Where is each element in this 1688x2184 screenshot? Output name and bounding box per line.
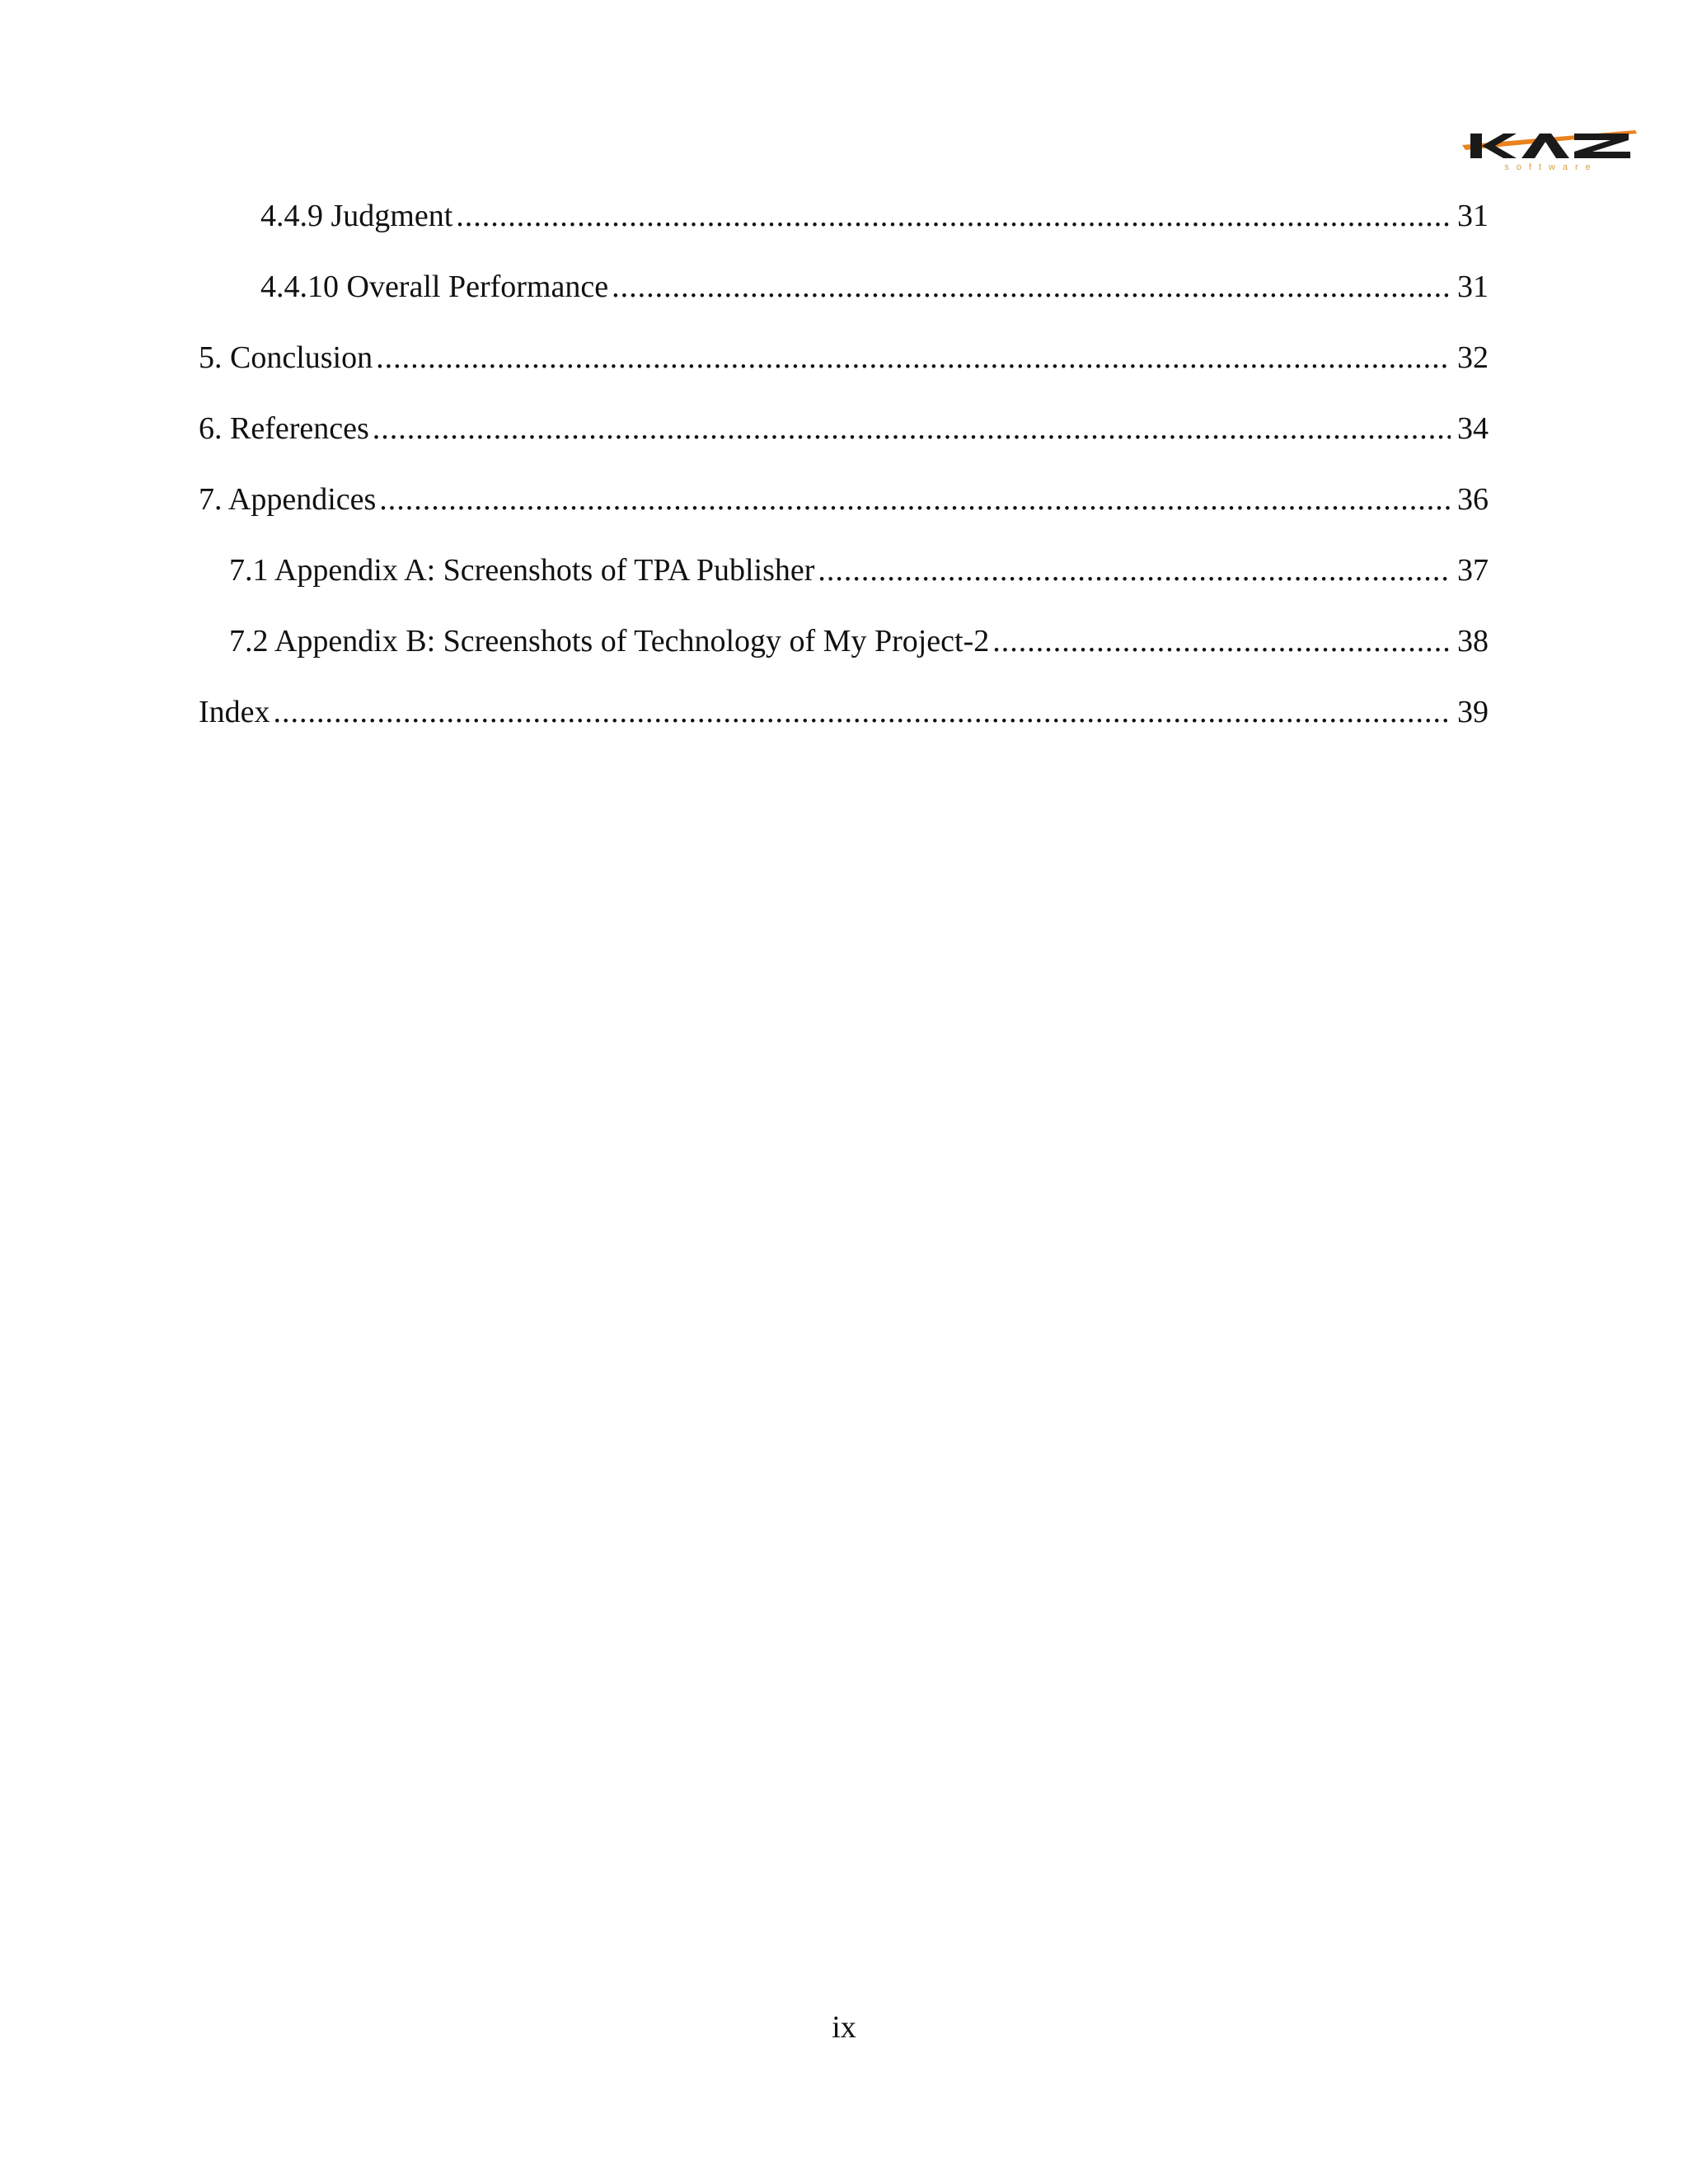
toc-entry-label: 4.4.9 Judgment (260, 199, 453, 233)
toc-dot-leader (373, 409, 1451, 448)
toc-entry-label: 7.1 Appendix A: Screenshots of TPA Publisher (229, 553, 815, 588)
toc-entry-page: 31 (1457, 199, 1489, 233)
toc-dot-leader (456, 196, 1451, 236)
toc-entry[interactable] (229, 621, 1489, 661)
toc-entry[interactable] (260, 196, 1489, 236)
toc-dot-leader (274, 692, 1451, 732)
toc-entry[interactable] (199, 692, 1489, 732)
toc-entry-page: 37 (1457, 553, 1489, 588)
toc-entry-page: 34 (1457, 411, 1489, 446)
toc-entry[interactable] (229, 551, 1489, 590)
toc-dot-leader (612, 267, 1451, 307)
toc-entry[interactable] (199, 480, 1489, 519)
page-number: ix (832, 2010, 856, 2045)
toc-entry-label: 6. References (199, 411, 369, 446)
toc-entry-page: 32 (1457, 340, 1489, 375)
toc-dot-leader (818, 551, 1451, 590)
toc-entry-label: 4.4.10 Overall Performance (260, 269, 609, 304)
toc-dot-leader (379, 480, 1451, 519)
toc-dot-leader (376, 338, 1451, 377)
toc-entry-label: 5. Conclusion (199, 340, 373, 375)
toc-entry-label: 7. Appendices (199, 482, 377, 517)
toc-entry-page: 39 (1457, 695, 1489, 729)
logo-subtext: software (1504, 162, 1598, 172)
toc-entry-label: 7.2 Appendix B: Screenshots of Technology of My Project-2 (229, 624, 990, 658)
toc-dot-leader (992, 621, 1451, 661)
toc-entry[interactable] (199, 338, 1489, 377)
toc-entry-page: 31 (1457, 269, 1489, 304)
toc-entry[interactable] (260, 267, 1489, 307)
toc-entry-page: 36 (1457, 482, 1489, 517)
toc-entry[interactable] (199, 409, 1489, 448)
toc-entry-page: 38 (1457, 624, 1489, 658)
toc-entry-label: Index (199, 695, 270, 729)
